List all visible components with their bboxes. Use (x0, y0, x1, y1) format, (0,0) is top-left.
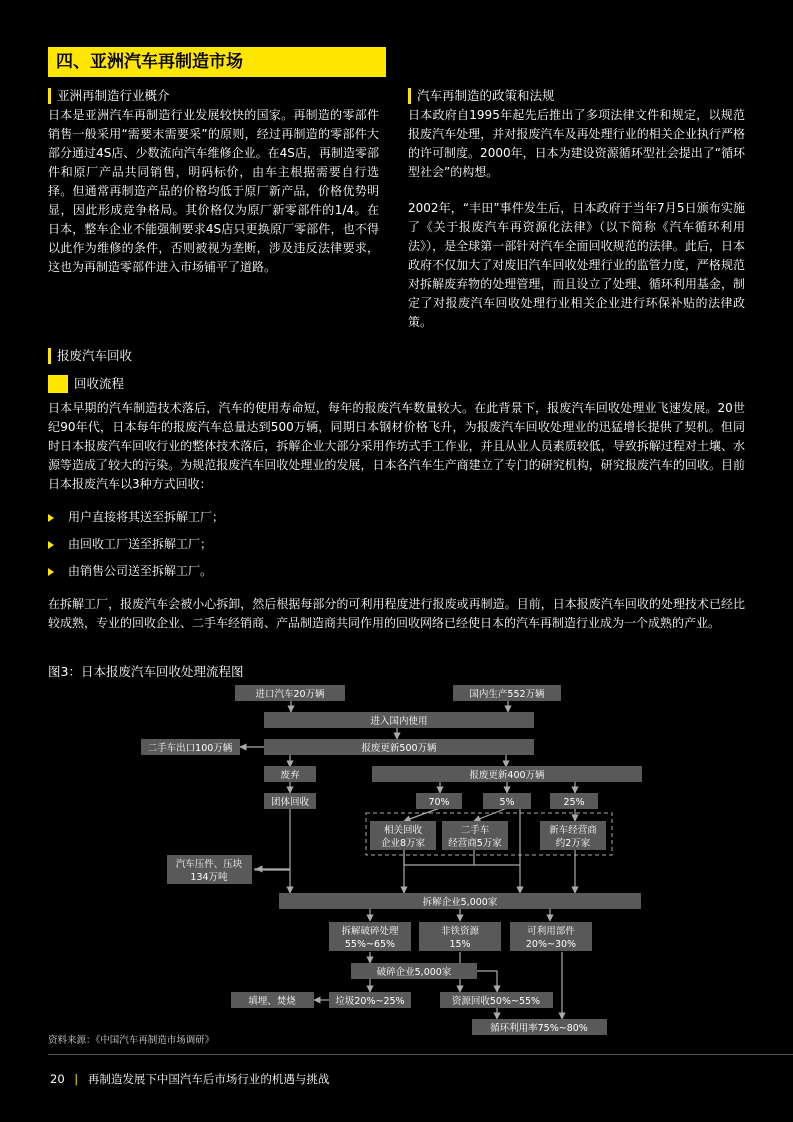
footer-divider (48, 1054, 793, 1055)
node-group-recycle: 团体回收 (270, 797, 310, 808)
node-nonferrous-line1: 非铁资源 (440, 926, 480, 937)
right-col-heading: 汽车再制造的政策和法规 (408, 88, 555, 104)
node-crush-line2: 55%~65% (344, 939, 396, 950)
node-landfill: 填埋、焚烧 (248, 996, 296, 1007)
bullet-text: 由回收工厂送至拆解工厂； (68, 537, 213, 551)
node-used-dealer-line2: 经营商5万家 (448, 838, 502, 849)
left-col-heading: 亚洲再制造行业概介 (48, 88, 170, 104)
node-new-dealer-line1: 新车经营商 (549, 825, 597, 836)
node-dismantle: 拆解企业5,000家 (422, 897, 498, 908)
node-abandon: 废弃 (280, 770, 300, 781)
node-parts-line1: 可利用部件 (527, 926, 575, 937)
source-note: 资料来源：《中国汽车再制造市场调研》 (48, 1035, 215, 1046)
node-import: 进口汽车20万辆 (255, 689, 325, 700)
node-press-line1: 汽车压件、压块 (175, 859, 243, 870)
page-number: 20 (50, 1072, 65, 1086)
node-crusher: 破碎企业5,000家 (376, 967, 452, 978)
footer-title: 再制造发展下中国汽车后市场行业的机遇与挑战 (87, 1072, 330, 1086)
node-pct-25: 25% (563, 797, 585, 808)
section-title: 四、亚洲汽车再制造市场 (48, 47, 386, 77)
node-pct-5: 5% (499, 797, 515, 808)
node-new-dealer-line2: 约2万家 (555, 838, 591, 849)
footer (50, 1071, 329, 1087)
node-domestic: 国内生产552万辆 (469, 689, 545, 700)
recycle-text: 日本早期的汽车制造技术落后，汽车的使用寿命短，每年的报废汽车数量较大。在此背景下，报废汽车回收处理业飞速发展。20世纪90年代，日本每年的报废汽车总量达到500万辆，同期日本钢材价格飞升，为报废汽车回收处理业的迅猛增长提供了契机。但同时日本报废汽车回收行业的整体技术落后，拆解企业大部分采用作坊式手工作业，并且从业人员素质较低，导致拆解过程对土壤、水源等造成了较大的污染。为规范报废汽车回收处理业的发展，日本各汽车生产商建立了专门的研究机构，研究报废汽车的回收。目前日本报废汽车以3种方式回收： (48, 401, 745, 491)
node-nonferrous-line2: 15% (449, 939, 471, 950)
recycle-text-2: 在拆解工厂，报废汽车会被小心拆卸，然后根据每部分的可利用程度进行报废或再制造。目前，日本报废汽车回收的处理技术已经比较成熟，专业的回收企业、二手车经销商、产品制造商共同作用的回收网络已经使日本的汽车再制造行业成为一个成熟的产业。 (48, 597, 745, 630)
right-col-text-2: 2002年，“丰田”事件发生后，日本政府于当年7月5日颁布实施了《关于报废汽车再资源化法律》（以下简称《汽车循环利用法》），是全球第一部针对汽车全面回收规范的法律。此后，日本政府不仅加大了对废旧汽车回收处理行业的监管力度，严格规范对拆解废弃物的处理管理，而且设立了处理、循环利用基金，制定了对报废汽车回收处理行业相关企业进行环保补贴的法律政策。 (408, 201, 745, 329)
figure-title: 图3：日本报废汽车回收处理流程图 (48, 664, 244, 679)
node-enter-use: 进入国内使用 (370, 716, 428, 727)
node-press-line2: 134万吨 (190, 872, 228, 883)
node-used-dealer-line1: 二手车 (460, 825, 490, 836)
node-waste: 垃圾20%~25% (335, 996, 405, 1007)
node-pct-70: 70% (428, 797, 450, 808)
node-parts-line2: 20%~30% (525, 939, 577, 950)
bullet-text: 由销售公司送至拆解工厂。 (68, 564, 213, 578)
node-scrap-renew: 报废更新500万辆 (361, 743, 437, 754)
recycle-subheading: 回收流程 (74, 376, 125, 391)
bullet-text: 用户直接将其送至拆解工厂； (68, 510, 225, 524)
node-resource: 资源回收50%~55% (451, 996, 541, 1007)
left-col-text: 日本是亚洲汽车再制造行业发展较快的国家。再制造的零部件销售一般采用“需要末需要采”的原则，经过再制造的零部件大部分通过4S店、少数流向汽车维修企业。在4S店，再制造零部件和原厂产品共同销售，明码标价，由车主根据需要自行选择。但通常再制造产品的价格均低于原厂新产品，价格优势明显，因此形成竞争格局。其价格仅为原厂新零部件的1/4。在日本，整车企业不能强制要求4S店只更换原厂零部件，也不得以此作为维修的条件，否则被视为垄断，涉及违反法律要求，这也为再制造零部件进入市场铺平了道路。 (48, 108, 379, 274)
node-scrap-renew-400: 报废更新400万辆 (469, 770, 545, 781)
recycle-heading: 报废汽车回收 (48, 348, 132, 364)
node-crush-line1: 拆解破碎处理 (341, 926, 399, 937)
node-related-line2: 企业8万家 (380, 838, 426, 849)
footer-separator: | (74, 1072, 79, 1086)
node-cycle-rate: 循环利用率75%~80% (490, 1023, 588, 1034)
right-col-text-1: 日本政府自1995年起先后推出了多项法律文件和规定，以规范报废汽车处理，并对报废汽车及再处理行业的相关企业执行严格的许可制度。2000年，日本为建设资源循环型社会提出了“循环型社会”的构想。 (408, 108, 745, 179)
node-export-used: 二手车出口100万辆 (147, 743, 233, 754)
node-related-line1: 相关回收 (383, 825, 423, 836)
